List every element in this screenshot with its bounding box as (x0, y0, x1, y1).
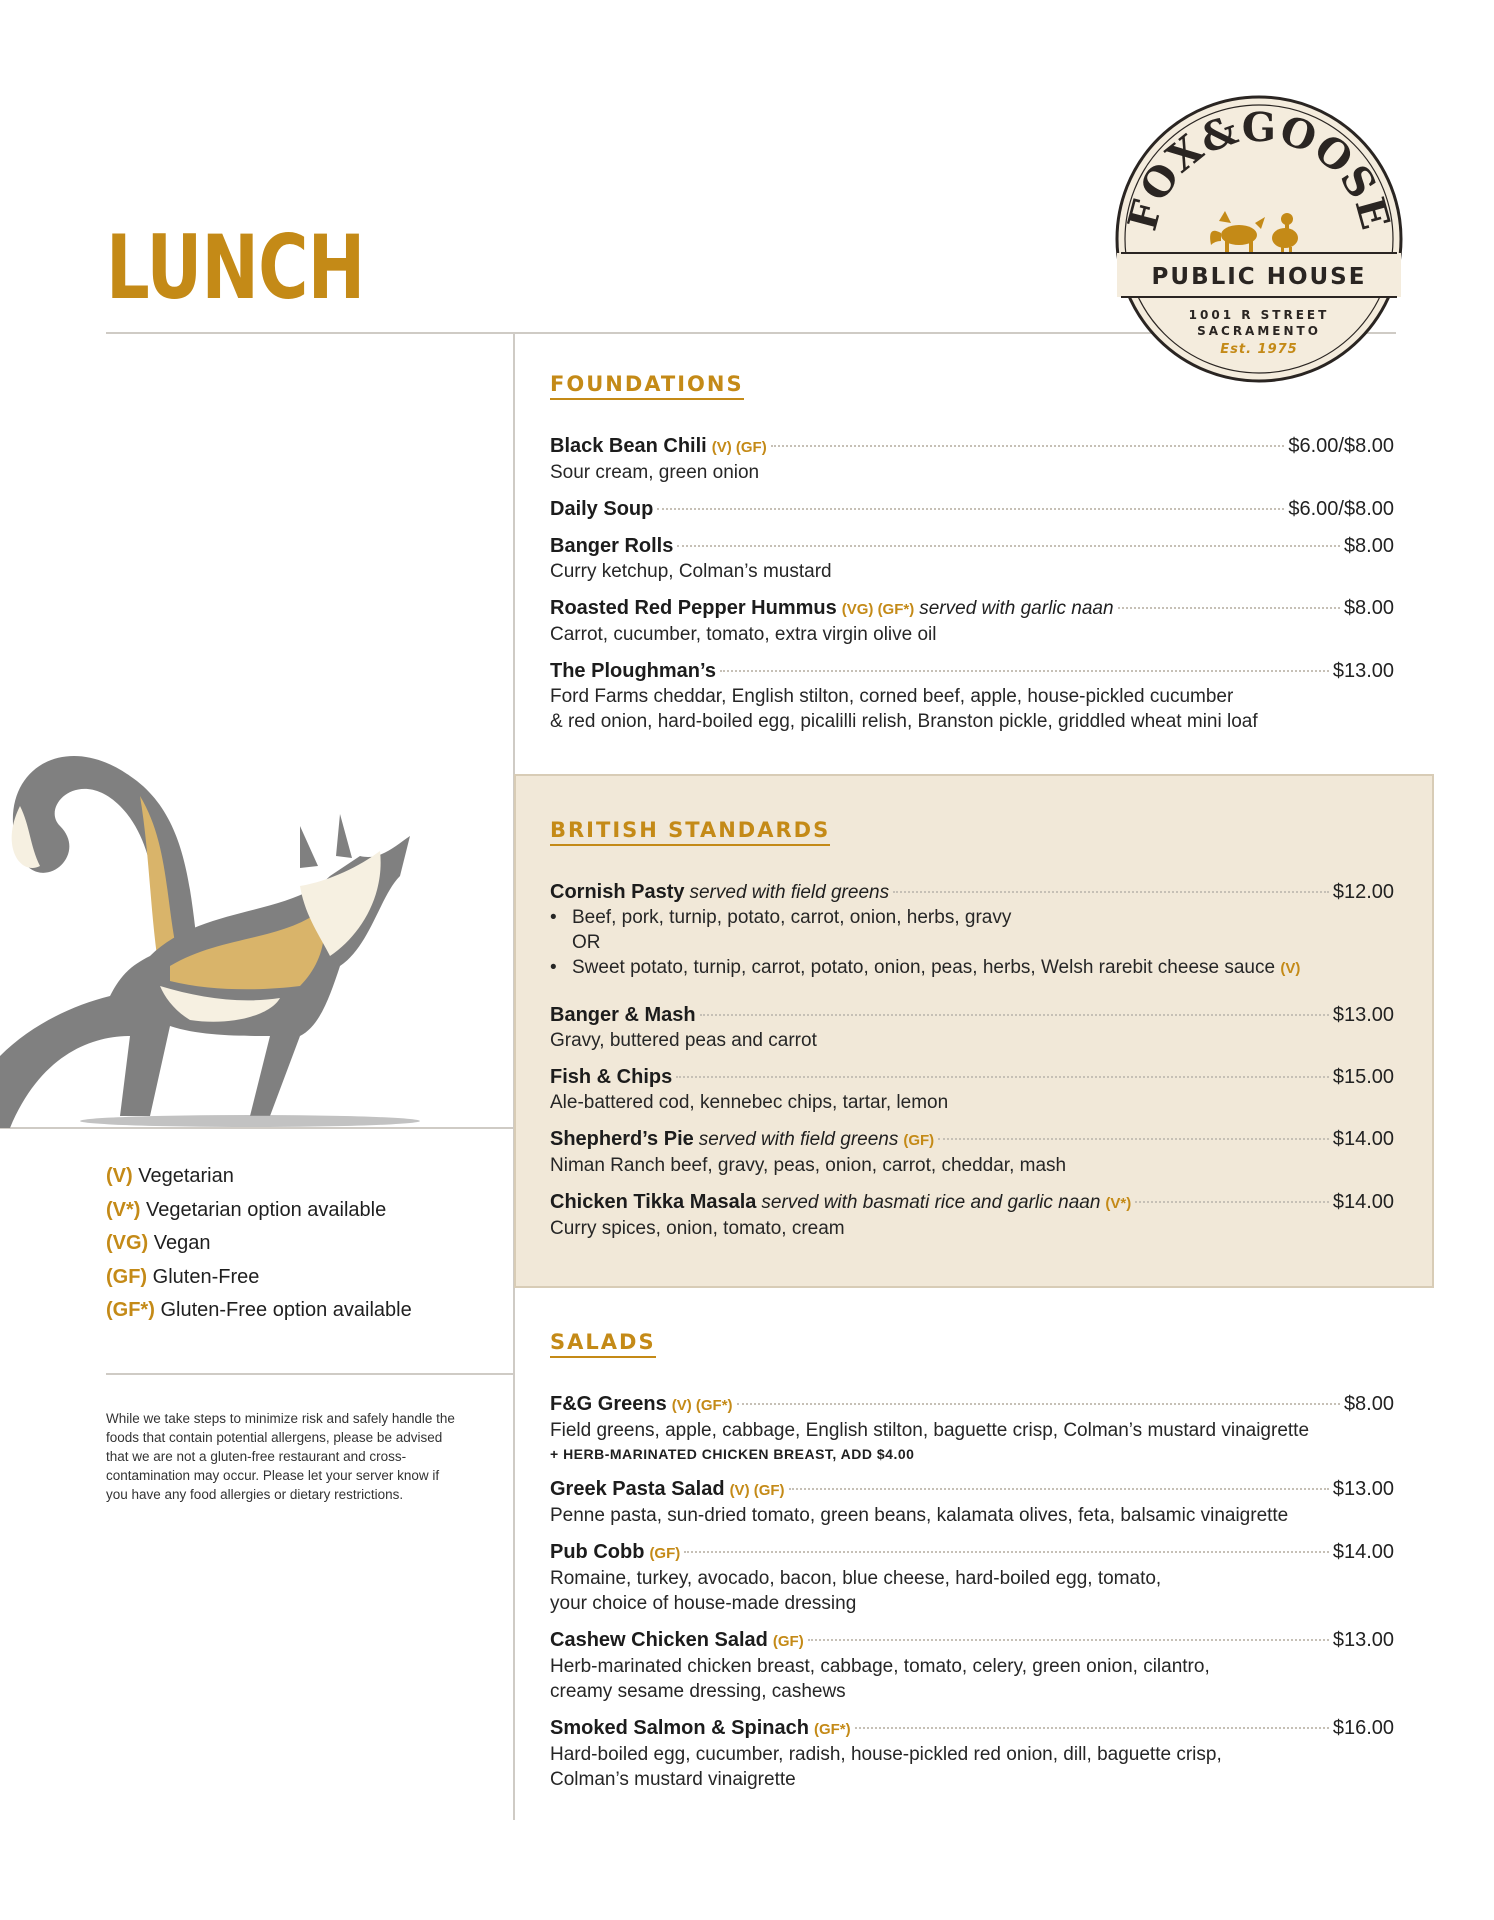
dietary-legend (106, 1160, 412, 1328)
dot-leader (1118, 607, 1340, 609)
item-name: Cashew Chicken Salad (550, 1629, 768, 1651)
salads-heading: SALADS (550, 1330, 656, 1358)
item-tags: (GF) (772, 1633, 804, 1650)
foundations-heading: FOUNDATIONS (550, 372, 744, 400)
dot-leader (657, 508, 1284, 510)
menu-item (550, 1628, 1394, 1704)
legend-code: (GF*) (106, 1299, 155, 1321)
legend-code: (V*) (106, 1198, 141, 1221)
menu-item (550, 1392, 1394, 1465)
item-description: Curry spices, onion, tomato, cream (550, 1218, 845, 1239)
item-tags: (V) (GF) (729, 1482, 785, 1499)
fox-and-goose-logo (1115, 95, 1403, 383)
page-title: LUNCH (106, 216, 365, 319)
item-name: Greek Pasta Salad (550, 1478, 725, 1500)
item-addon: + HERB-MARINATED CHICKEN BREAST, ADD $4.00 (550, 1446, 915, 1462)
or-text: OR (572, 932, 601, 953)
item-name: Banger Rolls (550, 535, 674, 557)
item-price: $13.00 (1332, 660, 1394, 682)
logo-established: Est. 1975 (1220, 342, 1298, 357)
salads-section (550, 1330, 1394, 1804)
item-price: $14.00 (1332, 1191, 1394, 1213)
legend-item (106, 1261, 412, 1295)
item-description: Field greens, apple, cabbage, English stilton, baguette crisp, Colman’s mustard vinaigrette (550, 1420, 1310, 1441)
legend-code: (V) (106, 1165, 133, 1187)
item-price: $16.00 (1332, 1717, 1394, 1739)
item-note: served with garlic naan (919, 598, 1114, 619)
item-name: Daily Soup (550, 498, 654, 520)
item-description: Ale-battered cod, kennebec chips, tartar, lemon (550, 1092, 949, 1113)
legend-label: Vegetarian (138, 1165, 234, 1187)
item-price: $8.00 (1343, 597, 1394, 619)
item-note: served with field greens (698, 1129, 899, 1150)
menu-item (550, 596, 1394, 647)
allergen-disclaimer: While we take steps to minimize risk and safely handle the foods that contain potential allergens, please be advised that we are not a gluten-free restaurant and cross-contamination may occur. Please let your server know if you have any food allergies or dietary restrictions. (106, 1411, 455, 1502)
item-name: Chicken Tikka Masala (550, 1191, 757, 1213)
legend-label: Vegetarian option available (146, 1198, 387, 1221)
dot-leader (700, 1014, 1329, 1016)
logo-arc-text: FOX&GOOSE (1118, 103, 1400, 236)
logo-address-line1: 1001 R STREET (1188, 308, 1330, 322)
item-name: Fish & Chips (550, 1066, 673, 1088)
menu-item (550, 659, 1394, 734)
menu-item (550, 1190, 1394, 1241)
legend-label: Gluten-Free option available (160, 1299, 412, 1321)
list-item-text: Sweet potato, turnip, carrot, potato, onion, peas, herbs, Welsh rarebit cheese sauce (572, 957, 1276, 978)
menu-item (550, 1716, 1394, 1792)
dot-leader (808, 1639, 1329, 1641)
dot-leader (684, 1551, 1329, 1553)
item-description: Sour cream, green onion (550, 462, 760, 483)
item-description: your choice of house-made dressing (550, 1593, 857, 1614)
item-price: $13.00 (1332, 1629, 1394, 1651)
item-description: & red onion, hard-boiled egg, picalilli relish, Branston pickle, griddled wheat mini loaf (550, 711, 1258, 732)
legend-code: (GF) (106, 1265, 148, 1288)
item-price: $13.00 (1332, 1478, 1394, 1500)
item-description: Romaine, turkey, avocado, bacon, blue cheese, hard-boiled egg, tomato, (550, 1568, 1162, 1589)
item-price: $13.00 (1332, 1004, 1394, 1026)
item-description: creamy sesame dressing, cashews (550, 1681, 846, 1702)
menu-item (550, 1127, 1394, 1178)
item-price: $8.00 (1343, 1393, 1394, 1415)
item-description: Colman’s mustard vinaigrette (550, 1769, 796, 1790)
legend-item (106, 1227, 412, 1261)
dot-leader (893, 891, 1329, 893)
menu-item (550, 534, 1394, 584)
dot-leader (676, 1076, 1329, 1078)
legend-item (106, 1294, 412, 1328)
item-name: Banger & Mash (550, 1004, 696, 1026)
menu-item (550, 1065, 1394, 1115)
dot-leader (737, 1403, 1340, 1405)
dot-leader (720, 670, 1329, 672)
item-price: $6.00/$8.00 (1288, 435, 1394, 457)
dot-leader (938, 1138, 1329, 1140)
british-standards-section (550, 818, 1394, 1253)
item-description: Ford Farms cheddar, English stilton, corned beef, apple, house-pickled cucumber (550, 686, 1234, 707)
item-note: served with basmati rice and garlic naan (761, 1192, 1101, 1213)
dot-leader (677, 545, 1340, 547)
item-price: $15.00 (1332, 1066, 1394, 1088)
item-description: Hard-boiled egg, cucumber, radish, house-pickled red onion, dill, baguette crisp, (550, 1744, 1222, 1765)
item-name: The Ploughman’s (550, 660, 716, 682)
legend-item (106, 1194, 412, 1228)
legend-label: Gluten-Free (152, 1265, 260, 1288)
legend-label: Vegan (153, 1232, 211, 1254)
fox-illustration (0, 736, 420, 1128)
menu-item (550, 434, 1394, 485)
item-price: $8.00 (1343, 535, 1394, 557)
item-tags: (V) (GF*) (671, 1397, 733, 1414)
list-item (550, 955, 1394, 981)
item-description: Penne pasta, sun-dried tomato, green beans, kalamata olives, feta, balsamic vinaigrette (550, 1505, 1289, 1526)
item-price: $14.00 (1332, 1128, 1394, 1150)
menu-item (550, 1003, 1394, 1053)
list-item: • Beef, pork, turnip, potato, carrot, onion, herbs, gravy (550, 905, 1394, 930)
item-tags: (GF) (903, 1132, 935, 1149)
logo-address-line2: SACRAMENTO (1197, 324, 1321, 338)
legend-divider (106, 1373, 514, 1375)
item-tags: (V) (1280, 960, 1301, 977)
item-description: Gravy, buttered peas and carrot (550, 1030, 817, 1051)
item-name: Smoked Salmon & Spinach (550, 1717, 809, 1739)
item-description: Carrot, cucumber, tomato, extra virgin olive oil (550, 624, 937, 645)
item-price: $12.00 (1332, 881, 1394, 903)
item-name: Pub Cobb (550, 1541, 645, 1563)
item-name: Roasted Red Pepper Hummus (550, 597, 837, 619)
item-description: Curry ketchup, Colman’s mustard (550, 561, 832, 582)
dot-leader (1135, 1201, 1329, 1203)
item-name: Black Bean Chili (550, 435, 707, 457)
legend-item (106, 1160, 412, 1194)
item-name: Shepherd’s Pie (550, 1128, 694, 1150)
item-tags: (VG) (GF*) (841, 601, 915, 618)
logo-banner: PUBLIC HOUSE (1151, 264, 1367, 290)
menu-item (550, 497, 1394, 522)
item-tags: (V) (GF) (711, 439, 767, 456)
menu-item (550, 1540, 1394, 1616)
menu-item (550, 880, 1394, 981)
menu-item (550, 1477, 1394, 1528)
legend-code: (VG) (106, 1232, 149, 1254)
item-price: $14.00 (1332, 1541, 1394, 1563)
dot-leader (855, 1727, 1329, 1729)
item-note: served with field greens (689, 882, 890, 903)
item-description: Niman Ranch beef, gravy, peas, onion, carrot, cheddar, mash (550, 1155, 1067, 1176)
dot-leader (771, 445, 1285, 447)
foundations-section (550, 372, 1394, 746)
british-standards-heading: BRITISH STANDARDS (550, 818, 830, 846)
item-tags: (V*) (1105, 1195, 1132, 1212)
item-description: Herb-marinated chicken breast, cabbage, tomato, celery, green onion, cilantro, (550, 1656, 1210, 1677)
dot-leader (789, 1488, 1329, 1490)
item-name: Cornish Pasty (550, 881, 685, 903)
item-tags: (GF) (649, 1545, 681, 1562)
item-name: F&G Greens (550, 1393, 667, 1415)
item-price: $6.00/$8.00 (1288, 498, 1394, 520)
item-tags: (GF*) (813, 1721, 851, 1738)
